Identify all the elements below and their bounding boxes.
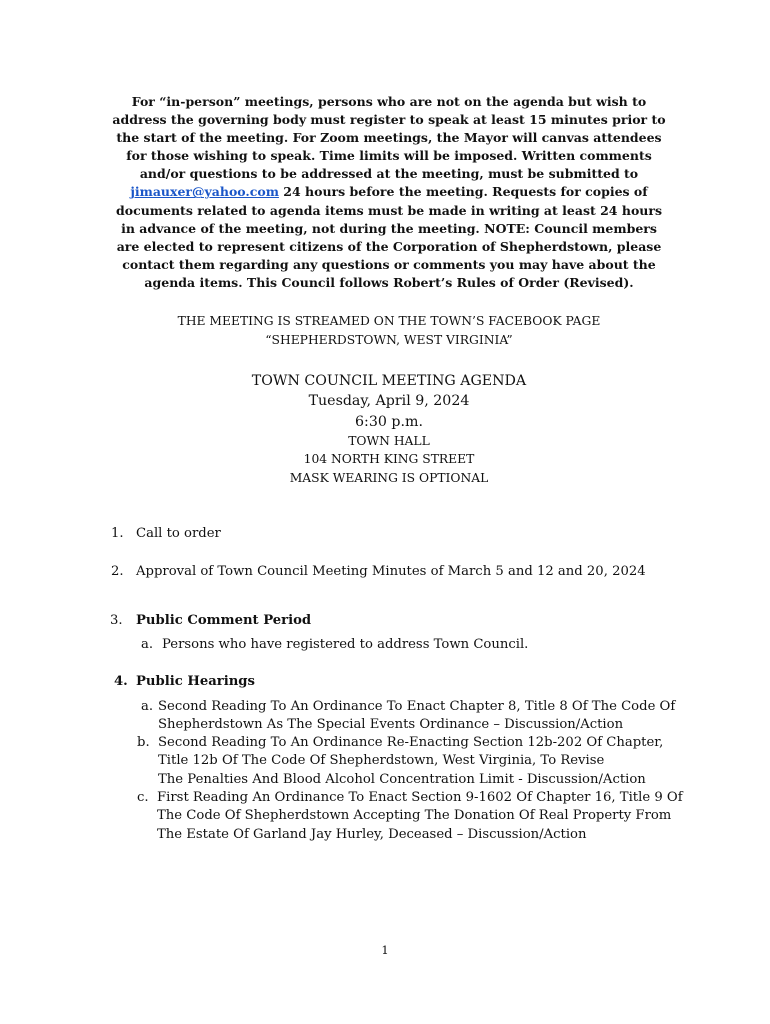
agenda-item-number: 3. [110,613,123,628]
agenda-item-number: 2. [111,564,124,579]
sub-item-property-donation-ordinance [157,789,683,844]
sub-item-letter: a. [141,699,154,714]
notice-line: agenda items. This Council follows Robert’s Rules of Order (Revised). [144,274,634,290]
meeting-location: TOWN HALL [348,433,430,448]
sub-item-line: The Estate Of Garland Jay Hurley, Deceased – Discussion/Action [157,826,587,842]
agenda-item-number: 1. [111,526,124,541]
sub-item-line: Shepherdstown As The Special Events Ordinance – Discussion/Action [158,717,624,733]
notice-line: address the governing body must register to speak at least 15 minutes prior to [112,112,666,128]
notice-line: are elected to represent citizens of the Corporation of Shepherdstown, please [116,238,662,254]
agenda-title: TOWN COUNCIL MEETING AGENDA [251,373,527,389]
agenda-item-public-hearings: Public Hearings [136,674,255,689]
notice-line: for those wishing to speak. Time limits will be imposed. Written comments [126,148,652,164]
meeting-address: 104 NORTH KING STREET [303,452,475,467]
agenda-item-number: 4. [114,674,128,689]
meeting-date: Tuesday, April 9, 2024 [308,393,470,410]
notice-line-suffix: 24 hours before the meeting. Requests for copies of [278,184,648,200]
email-link[interactable]: jimauxer@yahoo.com [130,184,279,200]
stream-line: THE MEETING IS STREAMED ON THE TOWN’S FACEBOOK PAGE [177,314,601,328]
meeting-time: 6:30 p.m. [355,413,423,430]
sub-item-letter: a. [141,637,154,652]
sub-item-blood-alcohol-ordinance [158,734,663,789]
sub-item-line: First Reading An Ordinance To Enact Section 9-1602 Of Chapter 16, Title 9 Of [157,790,683,805]
sub-item-line: Second Reading To An Ordinance To Enact Chapter 8, Title 8 Of The Code Of [158,699,676,714]
sub-item-letter: b. [137,735,150,750]
mask-notice: MASK WEARING IS OPTIONAL [289,471,489,486]
notice-line: documents related to agenda items must be made in writing at least 24 hours [116,202,662,218]
public-notice [98,93,680,292]
page-number: 1 [381,943,389,957]
notice-line: and/or questions to be addressed at the meeting, must be submitted to [139,166,639,182]
sub-item-registered-speakers [162,636,528,654]
notice-line: in advance of the meeting, not during the meeting. NOTE: Council members [121,220,657,236]
sub-item-line: Second Reading To An Ordinance Re-Enacting Section 12b-202 Of Chapter, [158,735,664,750]
agenda-item-approval-minutes: Approval of Town Council Meeting Minutes of March 5 and 12 and 20, 2024 [136,564,646,579]
sub-item-line: The Code Of Shepherdstown Accepting The Donation Of Real Property From [157,808,672,824]
agenda-item-public-comment: Public Comment Period [136,613,312,628]
agenda-item-call-to-order: Call to order [136,526,221,541]
sub-item-line: The Penalties And Blood Alcohol Concentration Limit - Discussion/Action [158,771,646,787]
sub-item-special-events-ordinance [158,698,675,735]
sub-item-line: Persons who have registered to address Town Council. [162,637,529,652]
sub-item-letter: c. [137,790,149,805]
stream-notice [98,312,680,349]
agenda-header [98,371,680,488]
stream-line: “SHEPHERDSTOWN, WEST VIRGINIA” [265,332,513,347]
sub-item-line: Title 12b Of The Code Of Shepherdstown, West Virginia, To Revise [158,753,605,769]
notice-line: the start of the meeting. For Zoom meetings, the Mayor will canvas attendees [116,130,662,146]
notice-line [98,183,680,201]
notice-line: contact them regarding any questions or comments you may have about the [122,256,656,272]
notice-line: For “in-person” meetings, persons who are not on the agenda but wish to [131,94,647,109]
